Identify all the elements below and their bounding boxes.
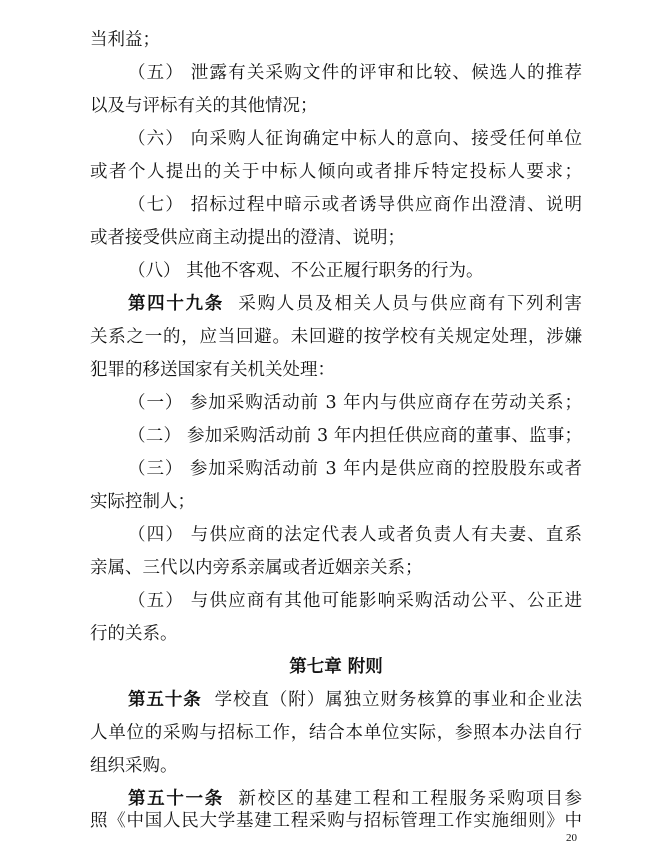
article-50-text: 学校直（附）属独立财务核算的事业和企业法 (214, 690, 582, 710)
article-51-line (128, 788, 582, 810)
text-line: （六） 向采购人征询确定中标人的意向、接受任何单位 (128, 129, 582, 149)
text-line: （二） 参加采购活动前 3 年内担任供应商的董事、监事； (128, 426, 582, 446)
text-line: 关系之一的，应当回避。未回避的按学校有关规定处理，涉嫌 (90, 327, 582, 347)
text-line: 人单位的采购与招标工作，结合本单位实际，参照本办法自行 (90, 723, 582, 743)
text-line: 行的关系。 (90, 624, 178, 644)
text-line: 亲属、三代以内旁系亲属或者近姻亲关系； (90, 558, 423, 578)
text-line: （五） 与供应商有其他可能影响采购活动公平、公正进 (128, 591, 582, 611)
text-line: 实际控制人； (90, 492, 195, 512)
article-49-text: 采购人员及相关人员与供应商有下列利害 (238, 294, 582, 314)
article-50-label: 第五十条 (128, 690, 202, 710)
text-line: 组织采购。 (90, 756, 178, 776)
article-51-label: 第五十一条 (128, 789, 224, 809)
article-49-label: 第四十九条 (128, 294, 224, 314)
text-line: （七） 招标过程中暗示或者诱导供应商作出澄清、说明 (128, 195, 582, 215)
text-line: 照《中国人民大学基建工程采购与招标管理工作实施细则》中 (90, 811, 582, 831)
text-line: 当利益； (90, 30, 160, 50)
text-line: 犯罪的移送国家有关机关处理： (90, 360, 335, 380)
text-line: （八） 其他不客观、不公正履行职务的行为。 (128, 261, 484, 281)
text-line: （四） 与供应商的法定代表人或者负责人有夫妻、直系 (128, 525, 582, 545)
article-51-text: 新校区的基建工程和工程服务采购项目参 (238, 789, 582, 809)
text-line: （三） 参加采购活动前 3 年内是供应商的控股股东或者 (128, 459, 582, 479)
text-line: （一） 参加采购活动前 3 年内与供应商存在劳动关系； (128, 393, 582, 413)
article-50-line (128, 689, 582, 711)
chapter-heading: 第七章 附则 (289, 657, 383, 677)
page-number: 20 (566, 832, 577, 844)
text-line: 或者接受供应商主动提出的澄清、说明； (90, 228, 405, 248)
text-line: （五） 泄露有关采购文件的评审和比较、候选人的推荐 (128, 63, 582, 83)
article-49-line (128, 293, 582, 315)
text-line: 或者个人提出的关于中标人倾向或者排斥特定投标人要求； (90, 162, 582, 182)
text-line: 以及与评标有关的其他情况； (90, 96, 318, 116)
